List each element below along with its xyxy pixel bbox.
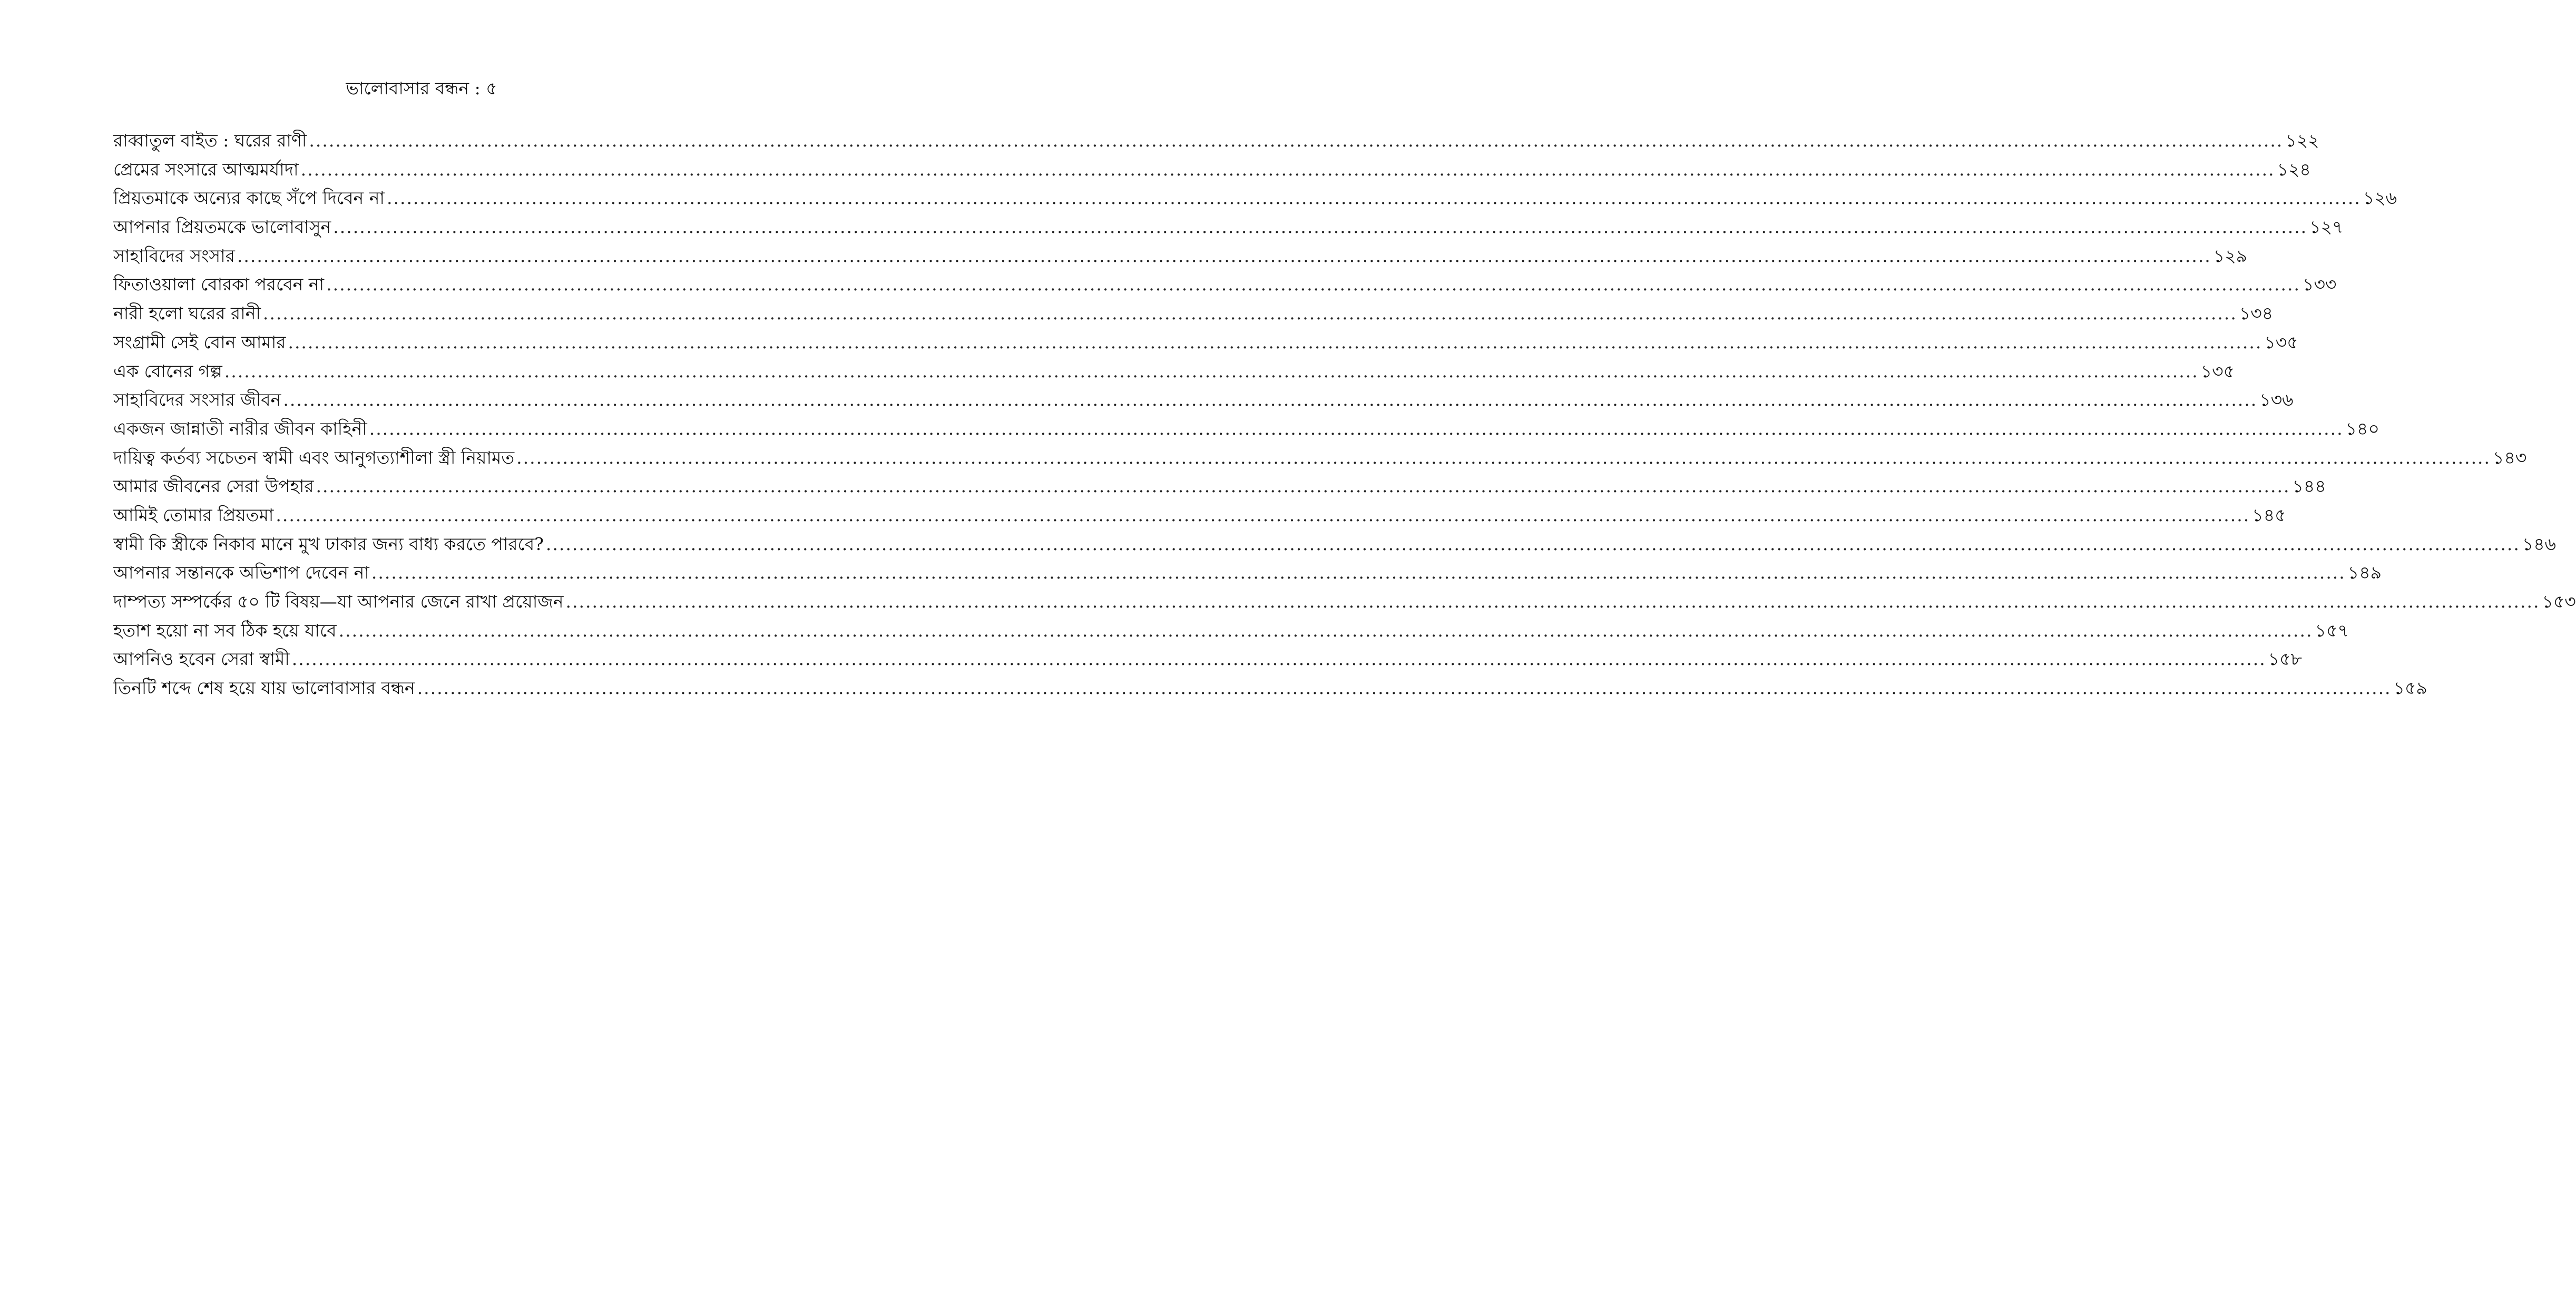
toc-entry [113, 674, 2427, 703]
dot-leader: ............................................................................................................................................................................................................................................................................................................ [316, 476, 2290, 497]
toc-entry-page: ১২৯ [2213, 245, 2248, 266]
dot-leader: ............................................................................................................................................................................................................................................................................................................ [565, 591, 2540, 612]
toc-entry [113, 386, 2294, 415]
toc-entry-title: আমিই তোমার প্রিয়তমা [113, 504, 274, 525]
toc-entry [113, 415, 2379, 444]
toc-entry-page: ১২২ [2285, 130, 2319, 151]
dot-leader: ............................................................................................................................................................................................................................................................................................................ [369, 418, 2344, 439]
toc-entry-page: ১৫৩ [2542, 591, 2576, 612]
running-header: ভালোবাসার বন্ধন : ৫ [346, 78, 497, 99]
dot-leader: ............................................................................................................................................................................................................................................................................................................ [326, 274, 2301, 295]
dot-leader: ............................................................................................................................................................................................................................................................................................................ [224, 360, 2199, 381]
toc-entry-page: ১৫৮ [2268, 649, 2302, 670]
toc-entry-title: স্বামী কি স্ত্রীকে নিকাব মানে মুখ ঢাকার জন্য বাধ্য করতে পারবে? [113, 533, 544, 554]
toc-entry-title: একজন জান্নাতী নারীর জীবন কাহিনী [113, 418, 367, 439]
toc-entry-title: দায়িত্ব কর্তব্য সচেতন স্বামী এবং আনুগত্যাশীলা স্ত্রী নিয়ামত [113, 447, 515, 468]
toc-entry [113, 444, 2527, 473]
dot-leader: ............................................................................................................................................................................................................................................................................................................ [338, 620, 2313, 641]
dot-leader: ............................................................................................................................................................................................................................................................................................................ [276, 504, 2250, 525]
toc-entry-page: ১৪৫ [2252, 504, 2286, 525]
toc-entry [113, 155, 2311, 184]
toc-entry [113, 328, 2298, 357]
dot-leader: ............................................................................................................................................................................................................................................................................................................ [417, 678, 2392, 699]
toc-entry-page: ১২৬ [2363, 188, 2397, 209]
toc-entry-title: নারী হলো ঘরের রানী [113, 303, 261, 324]
toc-entry-title: আপনিও হবেন সেরা স্বামী [113, 649, 290, 670]
toc-entry-title: সংগ্রামী সেই বোন আমার [113, 331, 286, 352]
dot-leader: ............................................................................................................................................................................................................................................................................................................ [333, 217, 2308, 238]
toc-entry-title: দাম্পত্য সম্পর্কের ৫০ টি বিষয়—যা আপনার জেনে রাখা প্রয়োজন [113, 591, 564, 612]
toc-entry [113, 270, 2337, 299]
dot-leader: ............................................................................................................................................................................................................................................................................................................ [516, 447, 2491, 468]
dot-leader: ............................................................................................................................................................................................................................................................................................................ [371, 562, 2346, 583]
toc-entry [113, 530, 2557, 559]
dot-leader: ............................................................................................................................................................................................................................................................................................................ [283, 389, 2258, 410]
toc-entry [113, 645, 2302, 674]
toc-entry-title: সাহাবিদের সংসার জীবন [113, 389, 281, 410]
toc-entry-title: এক বোনের গল্প [113, 360, 222, 381]
toc-entry-page: ১৪৪ [2292, 476, 2326, 497]
dot-leader: ............................................................................................................................................................................................................................................................................................................ [300, 159, 2275, 180]
toc-entry [113, 184, 2397, 213]
dot-leader: ............................................................................................................................................................................................................................................................................................................ [309, 130, 2284, 151]
toc-entry-page: ১২৪ [2277, 159, 2311, 180]
toc-entry [113, 559, 2382, 587]
toc-entry-page: ১৫৯ [2393, 678, 2427, 699]
table-of-contents [113, 126, 2576, 703]
toc-entry [113, 357, 2235, 386]
dot-leader: ............................................................................................................................................................................................................................................................................................................ [288, 331, 2262, 352]
toc-entry [113, 472, 2326, 501]
toc-entry-page: ১৩৫ [2264, 331, 2298, 352]
toc-entry [113, 213, 2344, 242]
dot-leader: ............................................................................................................................................................................................................................................................................................................ [386, 188, 2361, 209]
toc-entry-title: সাহাবিদের সংসার [113, 245, 235, 266]
dot-leader: ............................................................................................................................................................................................................................................................................................................ [291, 649, 2266, 670]
toc-entry-page: ১২৭ [2309, 217, 2344, 238]
dot-leader: ............................................................................................................................................................................................................................................................................................................ [262, 303, 2237, 324]
toc-entry [113, 126, 2319, 155]
toc-entry [113, 299, 2274, 328]
toc-entry [113, 242, 2248, 271]
toc-entry-title: প্রিয়তমাকে অন্যের কাছে সঁপে দিবেন না [113, 188, 385, 209]
toc-entry-title: তিনটি শব্দে শেষ হয়ে যায় ভালোবাসার বন্ধন [113, 678, 415, 699]
toc-entry-title: হতাশ হয়ো না সব ঠিক হয়ে যাবে [113, 620, 337, 641]
dot-leader: ............................................................................................................................................................................................................................................................................................................ [545, 533, 2520, 554]
dot-leader: ............................................................................................................................................................................................................................................................................................................ [237, 245, 2211, 266]
toc-entry-page: ১৫৭ [2315, 620, 2349, 641]
toc-entry-page: ১৩৩ [2303, 274, 2337, 295]
toc-entry-page: ১৪৯ [2347, 562, 2382, 583]
toc-entry [113, 587, 2576, 616]
toc-entry-page: ১৩৫ [2200, 360, 2235, 381]
toc-entry-title: প্রেমের সংসারে আত্মমর্যাদা [113, 159, 299, 180]
toc-entry-title: আমার জীবনের সেরা উপহার [113, 476, 314, 497]
toc-entry-title: ফিতাওয়ালা বোরকা পরবেন না [113, 274, 325, 295]
toc-entry-page: ১৩৪ [2239, 303, 2274, 324]
toc-entry [113, 501, 2286, 530]
toc-entry-page: ১৪০ [2345, 418, 2379, 439]
toc-entry-page: ১৪৩ [2493, 447, 2527, 468]
toc-entry-title: রাব্বাতুল বাইত : ঘরের রাণী [113, 130, 307, 151]
toc-entry-title: আপনার প্রিয়তমকে ভালোবাসুন [113, 217, 331, 238]
toc-entry [113, 616, 2349, 645]
toc-entry-page: ১৪৬ [2522, 533, 2557, 554]
toc-entry-title: আপনার সন্তানকে অভিশাপ দেবেন না [113, 562, 369, 583]
toc-entry-page: ১৩৬ [2259, 389, 2294, 410]
